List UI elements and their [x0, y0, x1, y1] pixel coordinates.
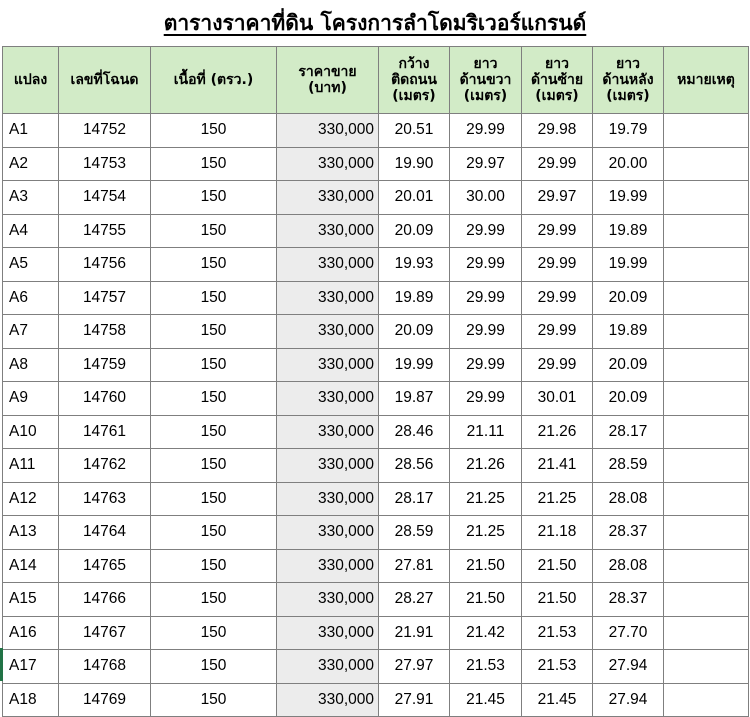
cell-frontage[interactable]: 20.01 — [379, 181, 450, 215]
cell-plot[interactable]: A3 — [3, 181, 59, 215]
cell-back-length[interactable]: 19.99 — [593, 248, 664, 282]
cell-left-length[interactable]: 29.99 — [522, 281, 593, 315]
cell-price[interactable]: 330,000 — [277, 114, 379, 148]
cell-frontage[interactable]: 28.27 — [379, 583, 450, 617]
cell-back-length[interactable]: 20.09 — [593, 382, 664, 416]
cell-left-length[interactable]: 21.50 — [522, 583, 593, 617]
cell-area[interactable]: 150 — [151, 348, 277, 382]
cell-price[interactable]: 330,000 — [277, 683, 379, 717]
cell-deed[interactable]: 14766 — [59, 583, 151, 617]
header-right-line-1: ยาว — [473, 56, 498, 72]
cell-price[interactable]: 330,000 — [277, 348, 379, 382]
cell-back-length[interactable]: 28.37 — [593, 583, 664, 617]
cell-back-length[interactable]: 19.79 — [593, 114, 664, 148]
cell-area[interactable]: 150 — [151, 114, 277, 148]
cell-frontage[interactable]: 28.17 — [379, 482, 450, 516]
header-remark[interactable]: หมายเหตุ — [664, 47, 749, 114]
cell-price[interactable]: 330,000 — [277, 616, 379, 650]
cell-plot[interactable]: A9 — [3, 382, 59, 416]
cell-back-length[interactable]: 19.99 — [593, 181, 664, 215]
cell-plot[interactable]: A4 — [3, 214, 59, 248]
cell-remark[interactable] — [664, 348, 749, 382]
cell-left-length[interactable]: 21.45 — [522, 683, 593, 717]
table-row — [3, 516, 749, 550]
cell-deed[interactable]: 14762 — [59, 449, 151, 483]
table-row — [3, 583, 749, 617]
cell-frontage[interactable]: 19.99 — [379, 348, 450, 382]
cell-frontage[interactable]: 28.56 — [379, 449, 450, 483]
cell-plot[interactable]: A17 — [3, 650, 59, 684]
table-row — [3, 683, 749, 717]
cell-plot[interactable]: A16 — [3, 616, 59, 650]
cell-frontage[interactable]: 19.89 — [379, 281, 450, 315]
cell-area[interactable]: 150 — [151, 415, 277, 449]
cell-price[interactable]: 330,000 — [277, 248, 379, 282]
cell-right-length[interactable]: 21.11 — [450, 415, 522, 449]
cell-area[interactable]: 150 — [151, 214, 277, 248]
cell-right-length[interactable]: 30.00 — [450, 181, 522, 215]
cell-area[interactable]: 150 — [151, 181, 277, 215]
cell-remark[interactable] — [664, 315, 749, 349]
header-left-line-3: (เมตร) — [535, 88, 579, 104]
cell-price[interactable]: 330,000 — [277, 181, 379, 215]
cell-frontage[interactable]: 19.93 — [379, 248, 450, 282]
header-right-length[interactable] — [450, 47, 522, 114]
cell-left-length[interactable]: 21.50 — [522, 549, 593, 583]
cell-price[interactable]: 330,000 — [277, 315, 379, 349]
cell-deed[interactable]: 14764 — [59, 516, 151, 550]
cell-remark[interactable] — [664, 516, 749, 550]
cell-left-length[interactable]: 21.53 — [522, 616, 593, 650]
header-deed[interactable]: เลขที่โฉนด — [59, 47, 151, 114]
cell-back-length[interactable]: 20.09 — [593, 348, 664, 382]
cell-area[interactable]: 150 — [151, 482, 277, 516]
cell-plot[interactable]: A10 — [3, 415, 59, 449]
cell-plot[interactable]: A15 — [3, 583, 59, 617]
header-row — [3, 47, 749, 114]
cell-frontage[interactable]: 20.51 — [379, 114, 450, 148]
cell-deed[interactable]: 14755 — [59, 214, 151, 248]
header-back-line-2: ด้านหลัง — [602, 72, 654, 88]
cell-back-length[interactable]: 28.37 — [593, 516, 664, 550]
cell-price[interactable]: 330,000 — [277, 583, 379, 617]
header-plot[interactable]: แปลง — [3, 47, 59, 114]
table-row — [3, 415, 749, 449]
table-row — [3, 348, 749, 382]
header-back-line-1: ยาว — [616, 56, 640, 72]
cell-area[interactable]: 150 — [151, 650, 277, 684]
cell-left-length[interactable]: 29.99 — [522, 315, 593, 349]
cell-area[interactable]: 150 — [151, 248, 277, 282]
cell-deed[interactable]: 14768 — [59, 650, 151, 684]
cell-right-length[interactable]: 29.97 — [450, 147, 522, 181]
cell-right-length[interactable]: 29.99 — [450, 281, 522, 315]
cell-frontage[interactable]: 27.91 — [379, 683, 450, 717]
cell-left-length[interactable]: 29.99 — [522, 214, 593, 248]
cell-deed[interactable]: 14760 — [59, 382, 151, 416]
cell-back-length[interactable]: 27.94 — [593, 683, 664, 717]
cell-remark[interactable] — [664, 281, 749, 315]
cell-frontage[interactable]: 20.09 — [379, 214, 450, 248]
header-left-line-2: ด้านซ้าย — [530, 72, 584, 88]
cell-right-length[interactable]: 29.99 — [450, 214, 522, 248]
cell-area[interactable]: 150 — [151, 281, 277, 315]
cell-area[interactable]: 150 — [151, 683, 277, 717]
cell-area[interactable]: 150 — [151, 147, 277, 181]
cell-plot[interactable]: A12 — [3, 482, 59, 516]
cell-remark[interactable] — [664, 549, 749, 583]
header-price-line-1: ราคาขาย — [298, 64, 357, 80]
header-price-line-2: (บาท) — [308, 80, 347, 96]
cell-left-length[interactable]: 21.25 — [522, 482, 593, 516]
cell-right-length[interactable]: 29.99 — [450, 248, 522, 282]
cell-frontage[interactable]: 19.90 — [379, 147, 450, 181]
cell-frontage[interactable]: 27.81 — [379, 549, 450, 583]
cell-deed[interactable]: 14757 — [59, 281, 151, 315]
cell-back-length[interactable]: 28.08 — [593, 482, 664, 516]
cell-remark[interactable] — [664, 482, 749, 516]
cell-right-length[interactable]: 21.45 — [450, 683, 522, 717]
header-right-line-2: ด้านขวา — [459, 72, 512, 88]
cell-price[interactable]: 330,000 — [277, 516, 379, 550]
cell-price[interactable]: 330,000 — [277, 482, 379, 516]
cell-area[interactable]: 150 — [151, 315, 277, 349]
cell-remark[interactable] — [664, 415, 749, 449]
cell-plot[interactable]: A11 — [3, 449, 59, 483]
cell-remark[interactable] — [664, 147, 749, 181]
cell-frontage[interactable]: 20.09 — [379, 315, 450, 349]
cell-area[interactable]: 150 — [151, 382, 277, 416]
cell-price[interactable]: 330,000 — [277, 650, 379, 684]
cell-frontage[interactable]: 28.59 — [379, 516, 450, 550]
cell-deed[interactable]: 14754 — [59, 181, 151, 215]
cell-back-length[interactable]: 20.09 — [593, 281, 664, 315]
cell-frontage[interactable]: 21.91 — [379, 616, 450, 650]
cell-left-length[interactable]: 21.53 — [522, 650, 593, 684]
cell-right-length[interactable]: 21.26 — [450, 449, 522, 483]
sheet-title: ตารางราคาที่ดิน โครงการลำโดมริเวอร์แกรนด์ — [163, 10, 587, 35]
cell-deed[interactable]: 14763 — [59, 482, 151, 516]
cell-frontage[interactable]: 28.46 — [379, 415, 450, 449]
table-row — [3, 382, 749, 416]
table-row — [3, 616, 749, 650]
cell-deed[interactable]: 14753 — [59, 147, 151, 181]
cell-right-length[interactable]: 21.50 — [450, 583, 522, 617]
header-back-line-3: (เมตร) — [606, 88, 650, 104]
cell-plot[interactable]: A7 — [3, 315, 59, 349]
cell-deed[interactable]: 14756 — [59, 248, 151, 282]
active-row-marker — [0, 648, 3, 681]
cell-plot[interactable]: A8 — [3, 348, 59, 382]
header-frontage-line-2: ติดถนน — [391, 72, 437, 88]
cell-back-length[interactable]: 20.00 — [593, 147, 664, 181]
cell-remark[interactable] — [664, 449, 749, 483]
cell-left-length[interactable]: 29.99 — [522, 147, 593, 181]
cell-back-length[interactable]: 19.89 — [593, 315, 664, 349]
cell-deed[interactable]: 14767 — [59, 616, 151, 650]
cell-deed[interactable]: 14761 — [59, 415, 151, 449]
cell-back-length[interactable]: 27.94 — [593, 650, 664, 684]
cell-deed[interactable]: 14759 — [59, 348, 151, 382]
cell-left-length[interactable]: 21.18 — [522, 516, 593, 550]
header-left-line-1: ยาว — [545, 56, 569, 72]
table-row — [3, 214, 749, 248]
cell-remark[interactable] — [664, 583, 749, 617]
cell-price[interactable]: 330,000 — [277, 415, 379, 449]
cell-remark[interactable] — [664, 382, 749, 416]
table-row — [3, 248, 749, 282]
header-price[interactable] — [277, 47, 379, 114]
table-row — [3, 147, 749, 181]
table-row — [3, 650, 749, 684]
cell-right-length[interactable]: 29.99 — [450, 382, 522, 416]
cell-area[interactable]: 150 — [151, 616, 277, 650]
cell-deed[interactable]: 14752 — [59, 114, 151, 148]
header-frontage-line-1: กว้าง — [398, 56, 430, 72]
cell-price[interactable]: 330,000 — [277, 147, 379, 181]
cell-back-length[interactable]: 28.17 — [593, 415, 664, 449]
cell-price[interactable]: 330,000 — [277, 382, 379, 416]
cell-area[interactable]: 150 — [151, 449, 277, 483]
table-row — [3, 482, 749, 516]
cell-left-length[interactable]: 29.97 — [522, 181, 593, 215]
cell-plot[interactable]: A6 — [3, 281, 59, 315]
cell-area[interactable]: 150 — [151, 549, 277, 583]
cell-right-length[interactable]: 21.25 — [450, 516, 522, 550]
cell-left-length[interactable]: 21.26 — [522, 415, 593, 449]
cell-left-length[interactable]: 30.01 — [522, 382, 593, 416]
table-row — [3, 315, 749, 349]
table-row — [3, 449, 749, 483]
header-left-length[interactable] — [522, 47, 593, 114]
cell-price[interactable]: 330,000 — [277, 449, 379, 483]
table-row — [3, 281, 749, 315]
cell-area[interactable]: 150 — [151, 516, 277, 550]
cell-right-length[interactable]: 29.99 — [450, 315, 522, 349]
cell-remark[interactable] — [664, 616, 749, 650]
cell-plot[interactable]: A2 — [3, 147, 59, 181]
cell-left-length[interactable]: 21.41 — [522, 449, 593, 483]
cell-right-length[interactable]: 29.99 — [450, 114, 522, 148]
cell-area[interactable]: 150 — [151, 583, 277, 617]
cell-remark[interactable] — [664, 214, 749, 248]
table-row — [3, 181, 749, 215]
cell-right-length[interactable]: 21.42 — [450, 616, 522, 650]
cell-remark[interactable] — [664, 181, 749, 215]
header-frontage-line-3: (เมตร) — [392, 88, 436, 104]
cell-left-length[interactable]: 29.98 — [522, 114, 593, 148]
header-frontage[interactable] — [379, 47, 450, 114]
cell-deed[interactable]: 14769 — [59, 683, 151, 717]
table-row — [3, 114, 749, 148]
cell-plot[interactable]: A14 — [3, 549, 59, 583]
cell-price[interactable]: 330,000 — [277, 549, 379, 583]
header-area[interactable]: เนื้อที่ (ตรว.) — [151, 47, 277, 114]
cell-remark[interactable] — [664, 248, 749, 282]
table-body — [3, 114, 749, 717]
cell-price[interactable]: 330,000 — [277, 214, 379, 248]
cell-remark[interactable] — [664, 683, 749, 717]
header-back-length[interactable] — [593, 47, 664, 114]
cell-left-length[interactable]: 29.99 — [522, 348, 593, 382]
cell-plot[interactable]: A13 — [3, 516, 59, 550]
cell-right-length[interactable]: 21.53 — [450, 650, 522, 684]
table-row — [3, 549, 749, 583]
cell-remark[interactable] — [664, 114, 749, 148]
cell-remark[interactable] — [664, 650, 749, 684]
cell-right-length[interactable]: 21.25 — [450, 482, 522, 516]
cell-back-length[interactable]: 27.70 — [593, 616, 664, 650]
cell-plot[interactable]: A1 — [3, 114, 59, 148]
cell-right-length[interactable]: 21.50 — [450, 549, 522, 583]
header-right-line-3: (เมตร) — [463, 88, 508, 104]
cell-plot[interactable]: A5 — [3, 248, 59, 282]
cell-back-length[interactable]: 19.89 — [593, 214, 664, 248]
cell-plot[interactable]: A18 — [3, 683, 59, 717]
cell-deed[interactable]: 14765 — [59, 549, 151, 583]
title-row — [0, 0, 750, 46]
cell-frontage[interactable]: 19.87 — [379, 382, 450, 416]
cell-price[interactable]: 330,000 — [277, 281, 379, 315]
cell-deed[interactable]: 14758 — [59, 315, 151, 349]
cell-back-length[interactable]: 28.59 — [593, 449, 664, 483]
price-table — [2, 46, 749, 717]
cell-back-length[interactable]: 28.08 — [593, 549, 664, 583]
cell-frontage[interactable]: 27.97 — [379, 650, 450, 684]
cell-right-length[interactable]: 29.99 — [450, 348, 522, 382]
cell-left-length[interactable]: 29.99 — [522, 248, 593, 282]
